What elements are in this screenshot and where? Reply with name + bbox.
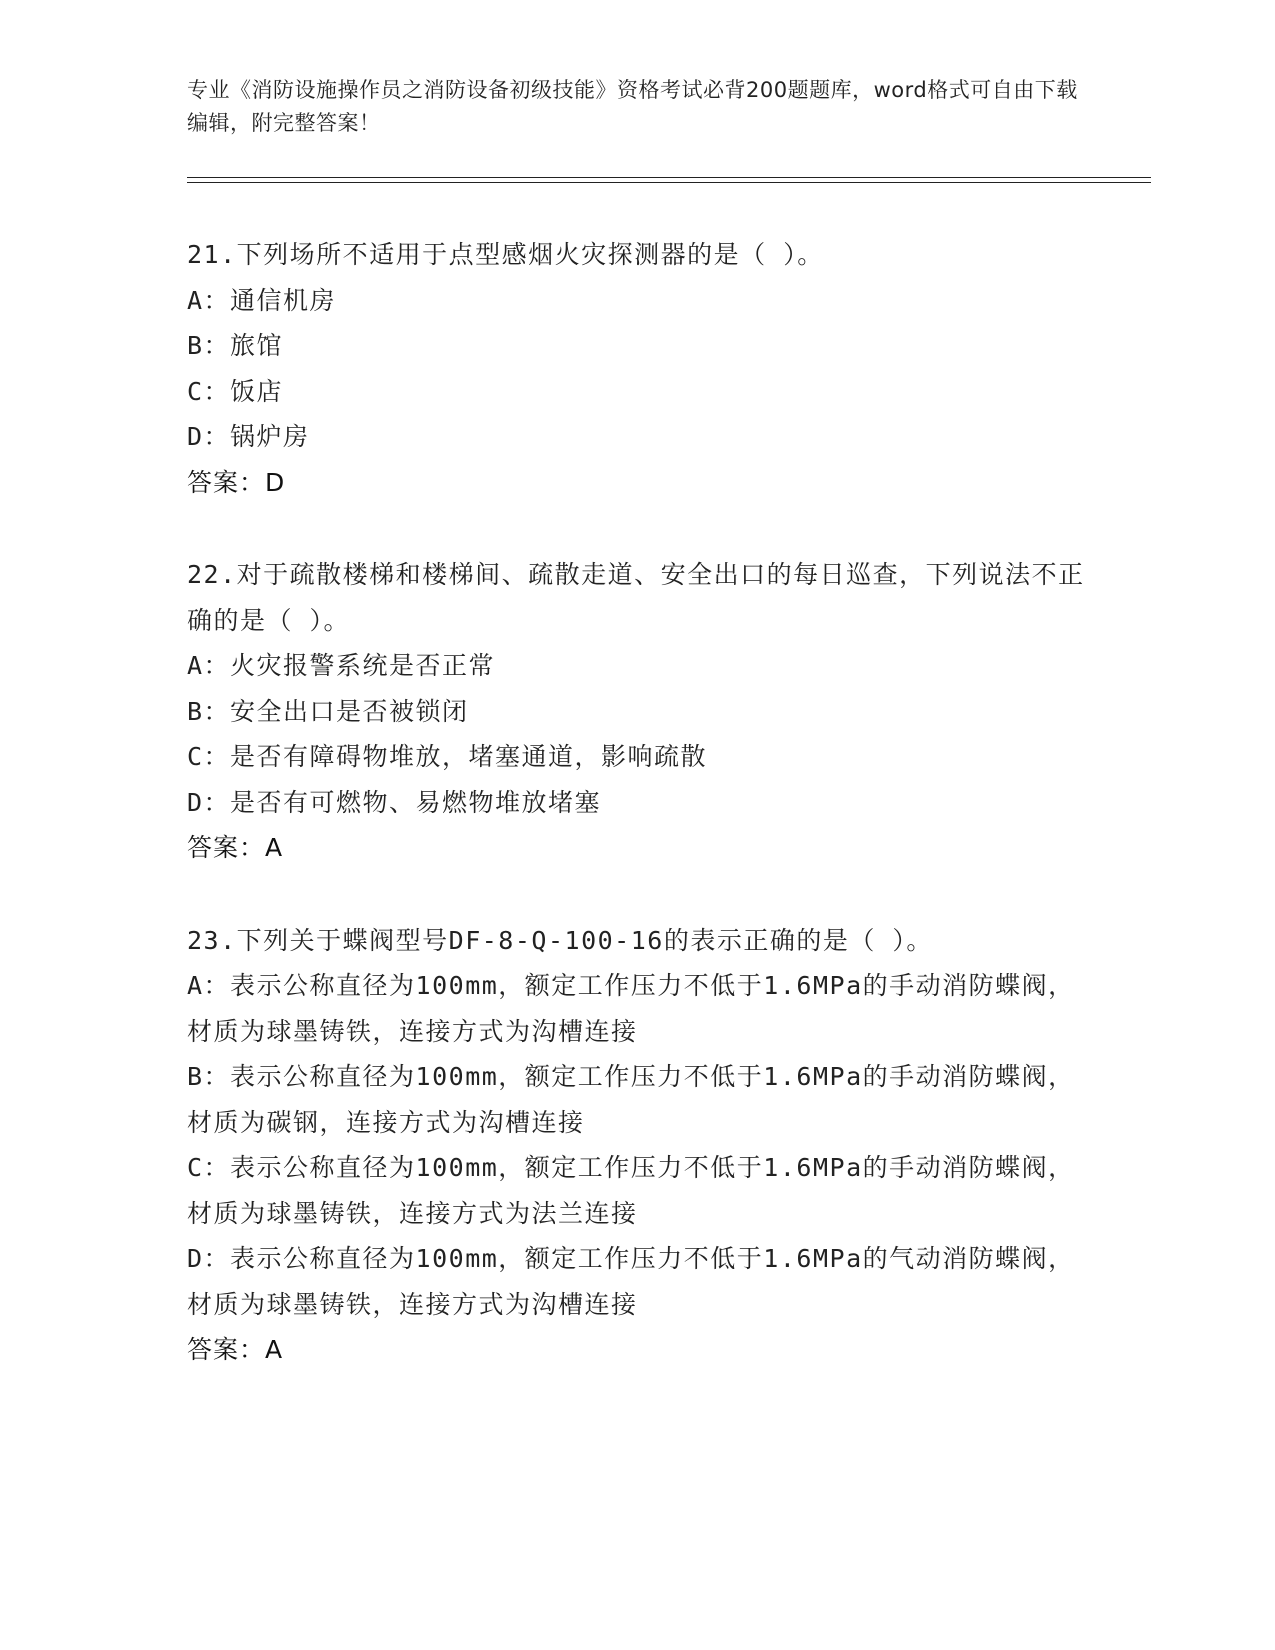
question-22 (187, 552, 1087, 871)
option-d: D：是否有可燃物、易燃物堆放堵塞 (187, 787, 602, 817)
option-c: C：表示公称直径为100mm，额定工作压力不低于1.6MPa的手动消防蝶阀，材质为球墨铸铁，连接方式为法兰连接 (187, 1153, 1075, 1228)
header-divider-bottom (187, 182, 1151, 183)
option-d: D：表示公称直径为100mm，额定工作压力不低于1.6MPa的气动消防蝶阀，材质为球墨铸铁，连接方式为沟槽连接 (187, 1244, 1075, 1319)
question-23 (187, 918, 1087, 1373)
option-c: C：饭店 (187, 376, 284, 406)
question-stem: 21.下列场所不适用于点型感烟火灾探测器的是（ ）。 (187, 240, 824, 269)
header-divider-top (187, 177, 1151, 178)
answer-label: 答案：A (187, 833, 284, 862)
option-a: A：表示公称直径为100mm，额定工作压力不低于1.6MPa的手动消防蝶阀，材质为球墨铸铁，连接方式为沟槽连接 (187, 971, 1075, 1046)
option-b: B：安全出口是否被锁闭 (187, 696, 469, 726)
question-stem: 23.下列关于蝶阀型号DF-8-Q-100-16的表示正确的是（ ）。 (187, 925, 933, 955)
question-list (187, 232, 1087, 1420)
option-d: D：锅炉房 (187, 422, 310, 451)
option-b: B：表示公称直径为100mm，额定工作压力不低于1.6MPa的手动消防蝶阀，材质为碳钢，连接方式为沟槽连接 (187, 1062, 1075, 1137)
answer-label: 答案：D (187, 467, 286, 497)
question-stem: 22.对于疏散楼梯和楼梯间、疏散走道、安全出口的每日巡查，下列说法不正确的是（ ）。 (187, 560, 1085, 635)
answer-label: 答案：A (187, 1335, 284, 1364)
option-a: A：通信机房 (187, 285, 337, 315)
option-b: B：旅馆 (187, 331, 284, 360)
option-a: A：火灾报警系统是否正常 (187, 651, 496, 680)
option-c: C：是否有障碍物堆放，堵塞通道，影响疏散 (187, 742, 708, 771)
document-intro: 专业《消防设施操作员之消防设备初级技能》资格考试必背200题题库，word格式可自由下载编辑，附完整答案！ (187, 78, 1078, 135)
question-21 (187, 232, 1087, 505)
